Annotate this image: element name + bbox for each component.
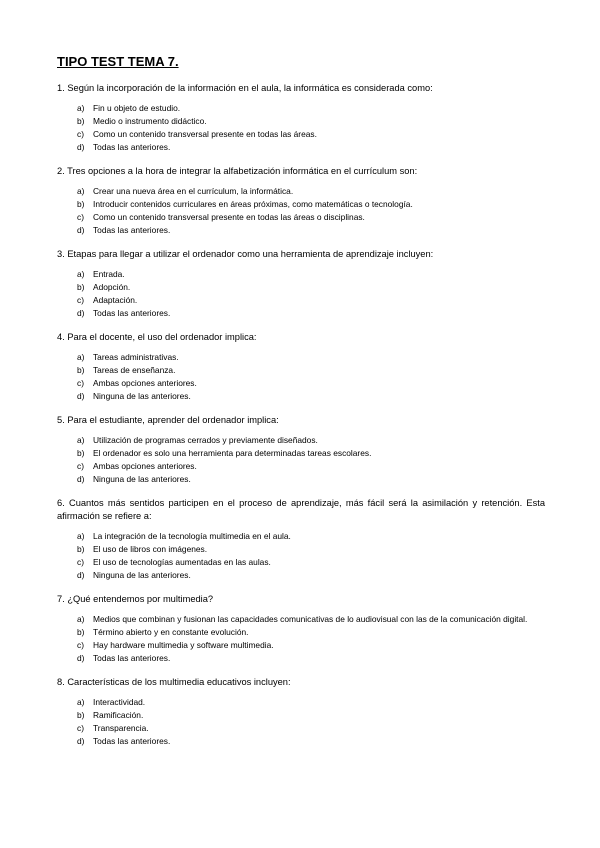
option-text: Medios que combinan y fusionan las capacidades comunicativas de lo audiovisual con las de la comunicación digital. bbox=[93, 614, 528, 624]
option-item bbox=[77, 281, 545, 294]
option-text: Todas las anteriores. bbox=[93, 225, 171, 235]
option-text: Adopción. bbox=[93, 282, 131, 292]
option-letter: d) bbox=[77, 474, 85, 484]
option-text: El uso de libros con imágenes. bbox=[93, 544, 208, 554]
option-text: Ramificación. bbox=[93, 710, 144, 720]
option-text: La integración de la tecnología multimedia en el aula. bbox=[93, 531, 291, 541]
option-item bbox=[77, 128, 545, 141]
option-item bbox=[77, 473, 545, 486]
option-item bbox=[77, 102, 545, 115]
option-letter: a) bbox=[77, 435, 85, 445]
question-list bbox=[57, 82, 545, 748]
option-letter: a) bbox=[77, 269, 85, 279]
option-item bbox=[77, 722, 545, 735]
option-text: El ordenador es solo una herramienta para determinadas tareas escolares. bbox=[93, 448, 372, 458]
option-list bbox=[57, 102, 545, 154]
option-text: Todas las anteriores. bbox=[93, 736, 171, 746]
option-item bbox=[77, 447, 545, 460]
option-letter: d) bbox=[77, 391, 85, 401]
option-text: Interactividad. bbox=[93, 697, 146, 707]
option-letter: d) bbox=[77, 142, 85, 152]
option-letter: a) bbox=[77, 614, 85, 624]
question-7 bbox=[57, 593, 545, 665]
option-item bbox=[77, 294, 545, 307]
option-text: Término abierto y en constante evolución. bbox=[93, 627, 249, 637]
option-letter: d) bbox=[77, 653, 85, 663]
option-item bbox=[77, 569, 545, 582]
option-item bbox=[77, 351, 545, 364]
option-item bbox=[77, 696, 545, 709]
question-text: 2. Tres opciones a la hora de integrar la alfabetización informática en el currículum son: bbox=[57, 166, 418, 176]
option-item bbox=[77, 530, 545, 543]
option-item bbox=[77, 735, 545, 748]
option-letter: b) bbox=[77, 627, 85, 637]
option-item bbox=[77, 115, 545, 128]
option-text: Tareas de enseñanza. bbox=[93, 365, 176, 375]
option-letter: b) bbox=[77, 544, 85, 554]
option-item bbox=[77, 543, 545, 556]
question-text: 1. Según la incorporación de la información en el aula, la informática es considerada como: bbox=[57, 83, 433, 93]
option-letter: c) bbox=[77, 212, 84, 222]
option-item bbox=[77, 460, 545, 473]
question-2 bbox=[57, 165, 545, 237]
document-page bbox=[57, 54, 545, 759]
question-text: 3. Etapas para llegar a utilizar el ordenador como una herramienta de aprendizaje incluyen: bbox=[57, 249, 434, 259]
option-list bbox=[57, 185, 545, 237]
question-text: 6. Cuantos más sentidos participen en el proceso de aprendizaje, más fácil será la asimilación y retención. Esta afirmación se refiere a: bbox=[57, 498, 545, 521]
option-list bbox=[57, 268, 545, 320]
option-text: Transparencia. bbox=[93, 723, 149, 733]
option-letter: b) bbox=[77, 448, 85, 458]
option-letter: b) bbox=[77, 282, 85, 292]
option-letter: d) bbox=[77, 225, 85, 235]
option-letter: c) bbox=[77, 640, 84, 650]
option-item bbox=[77, 626, 545, 639]
option-list bbox=[57, 434, 545, 486]
option-letter: b) bbox=[77, 710, 85, 720]
option-letter: c) bbox=[77, 378, 84, 388]
option-text: Ninguna de las anteriores. bbox=[93, 570, 191, 580]
question-3 bbox=[57, 248, 545, 320]
option-letter: c) bbox=[77, 461, 84, 471]
option-letter: a) bbox=[77, 186, 85, 196]
option-letter: a) bbox=[77, 103, 85, 113]
option-item bbox=[77, 224, 545, 237]
question-text: 8. Características de los multimedia educativos incluyen: bbox=[57, 677, 291, 687]
option-letter: b) bbox=[77, 199, 85, 209]
option-letter: c) bbox=[77, 295, 84, 305]
question-8 bbox=[57, 676, 545, 748]
option-letter: d) bbox=[77, 570, 85, 580]
option-letter: b) bbox=[77, 365, 85, 375]
option-letter: a) bbox=[77, 531, 85, 541]
option-text: El uso de tecnologías aumentadas en las aulas. bbox=[93, 557, 271, 567]
question-6 bbox=[57, 497, 545, 582]
option-text: Ambas opciones anteriores. bbox=[93, 461, 197, 471]
option-item bbox=[77, 211, 545, 224]
option-text: Introducir contenidos curriculares en áreas próximas, como matemáticas o tecnología. bbox=[93, 199, 413, 209]
option-letter: b) bbox=[77, 116, 85, 126]
option-item bbox=[77, 613, 545, 626]
option-list bbox=[57, 530, 545, 582]
option-item bbox=[77, 390, 545, 403]
option-text: Ninguna de las anteriores. bbox=[93, 391, 191, 401]
option-text: Ambas opciones anteriores. bbox=[93, 378, 197, 388]
option-text: Utilización de programas cerrados y previamente diseñados. bbox=[93, 435, 318, 445]
option-letter: a) bbox=[77, 697, 85, 707]
option-item bbox=[77, 652, 545, 665]
option-list bbox=[57, 613, 545, 665]
option-item bbox=[77, 198, 545, 211]
option-item bbox=[77, 434, 545, 447]
option-letter: c) bbox=[77, 129, 84, 139]
question-5 bbox=[57, 414, 545, 486]
page-title: TIPO TEST TEMA 7. bbox=[57, 54, 179, 69]
option-item bbox=[77, 556, 545, 569]
option-item bbox=[77, 377, 545, 390]
option-text: Todas las anteriores. bbox=[93, 653, 171, 663]
option-item bbox=[77, 141, 545, 154]
question-4 bbox=[57, 331, 545, 403]
option-list bbox=[57, 351, 545, 403]
option-text: Crear una nueva área en el currículum, la informática. bbox=[93, 186, 294, 196]
question-text: 4. Para el docente, el uso del ordenador implica: bbox=[57, 332, 257, 342]
option-text: Entrada. bbox=[93, 269, 125, 279]
question-1 bbox=[57, 82, 545, 154]
option-text: Medio o instrumento didáctico. bbox=[93, 116, 207, 126]
option-text: Hay hardware multimedia y software multimedia. bbox=[93, 640, 274, 650]
option-text: Tareas administrativas. bbox=[93, 352, 179, 362]
option-letter: a) bbox=[77, 352, 85, 362]
option-item bbox=[77, 709, 545, 722]
option-text: Todas las anteriores. bbox=[93, 142, 171, 152]
option-item bbox=[77, 185, 545, 198]
option-item bbox=[77, 307, 545, 320]
option-letter: c) bbox=[77, 723, 84, 733]
option-item bbox=[77, 639, 545, 652]
question-text: 7. ¿Qué entendemos por multimedia? bbox=[57, 594, 214, 604]
option-text: Como un contenido transversal presente en todas las áreas. bbox=[93, 129, 317, 139]
option-letter: d) bbox=[77, 736, 85, 746]
question-text: 5. Para el estudiante, aprender del ordenador implica: bbox=[57, 415, 279, 425]
option-letter: d) bbox=[77, 308, 85, 318]
option-text: Todas las anteriores. bbox=[93, 308, 171, 318]
option-text: Ninguna de las anteriores. bbox=[93, 474, 191, 484]
option-text: Como un contenido transversal presente en todas las áreas o disciplinas. bbox=[93, 212, 365, 222]
option-item bbox=[77, 268, 545, 281]
option-list bbox=[57, 696, 545, 748]
option-text: Fin u objeto de estudio. bbox=[93, 103, 181, 113]
option-item bbox=[77, 364, 545, 377]
option-letter: c) bbox=[77, 557, 84, 567]
option-text: Adaptación. bbox=[93, 295, 138, 305]
